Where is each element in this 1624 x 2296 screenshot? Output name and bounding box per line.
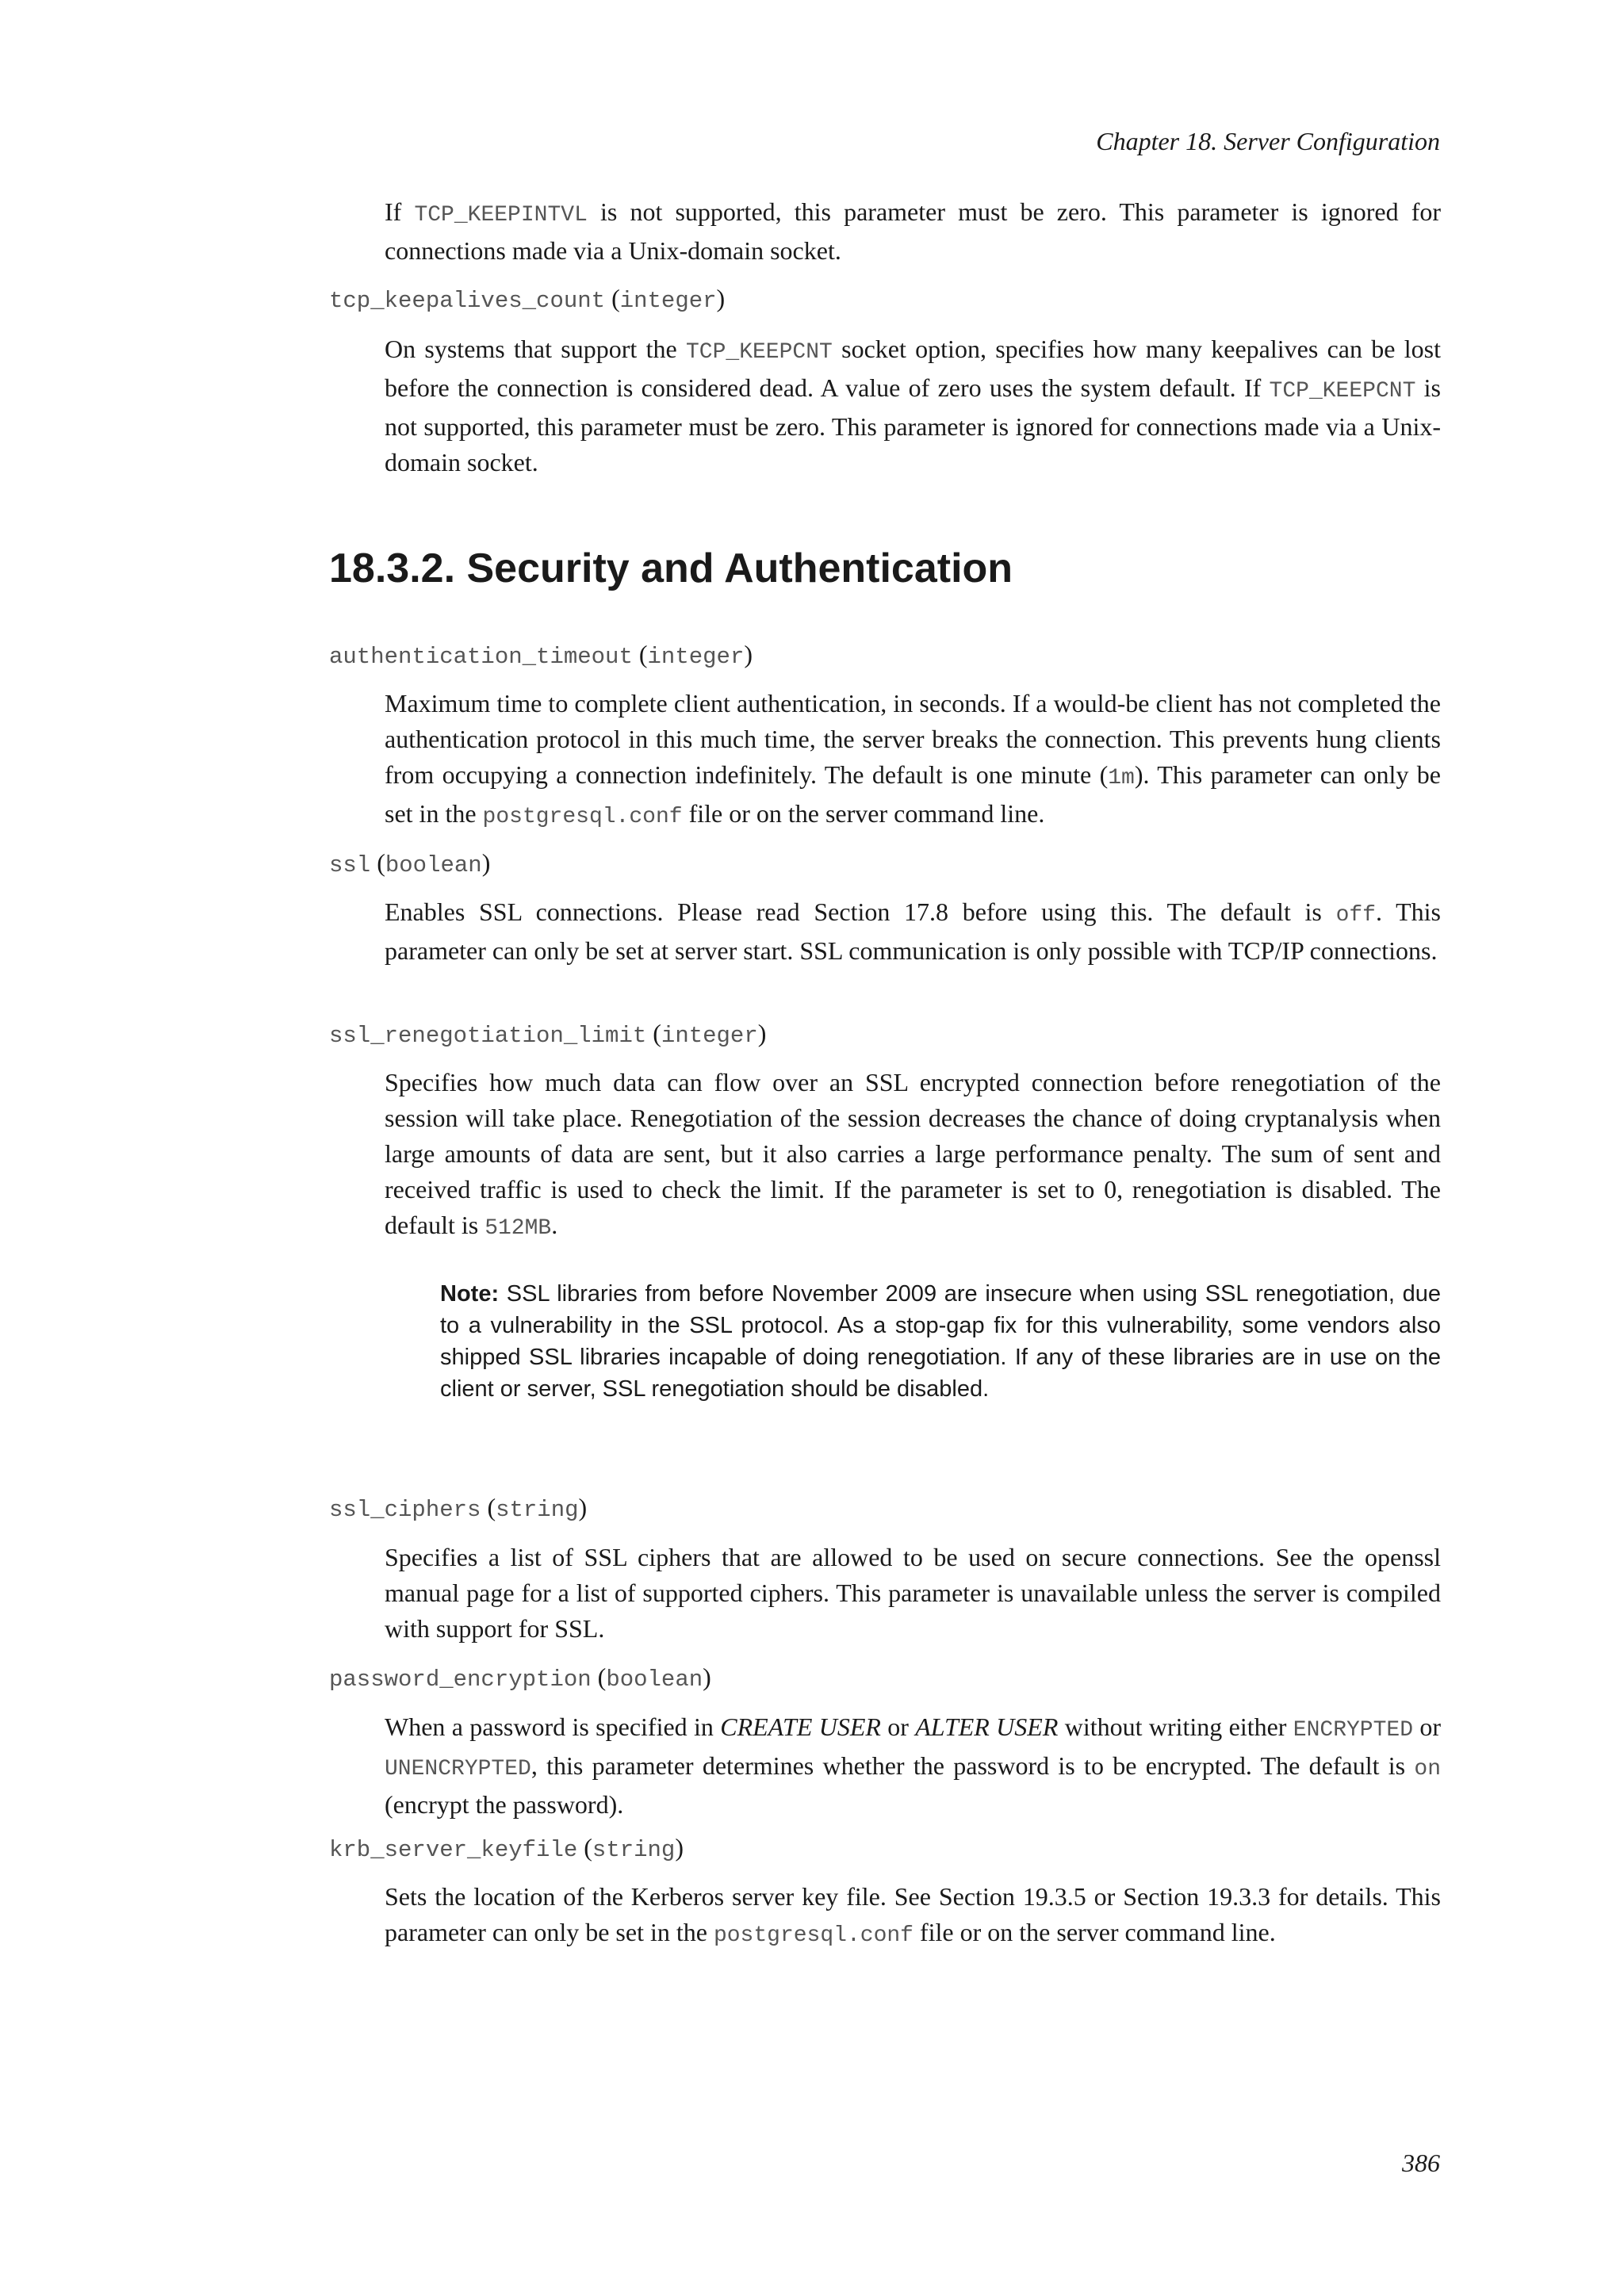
running-header: Chapter 18. Server Configuration [1096,127,1440,155]
param-desc-ssl-renegotiation-limit: Specifies how much data can flow over an SSL encrypted connection before renegotiation of the session will take place. Renegotiation of the session decreases the chance of doing cryptanalysis when large amounts of data are sent, but it also carries a large performance penalty. The sum of sent and received traffic is used to check the limit. If the parameter is set to 0, renegotiation is disabled. The default is 512MB. [385,1068,1441,1241]
note-box [440,1278,1441,1405]
param-desc-ssl: Enables SSL connections. Please read Section 17.8 before using this. The default is off. This parameter can only be set at server start. SSL communication is only possible with TCP/IP connections. [385,897,1442,965]
param-desc-tcp-keepalives-count: On systems that support the TCP_KEEPCNT socket option, specifies how many keepalives can be lost before the connection is considered dead. A value of zero uses the system default. If TCP_KEEPCNT is not supported, this parameter must be zero. This parameter is ignored for connections made via a Unix-domain socket. [385,335,1442,476]
param-term-krb-server-keyfile: krb_server_keyfile (string) [329,1833,684,1863]
param-term-tcp-keepalives-count: tcp_keepalives_count (integer) [329,284,726,314]
param-type: integer [661,1023,758,1049]
note-text: SSL libraries from before November 2009 are insecure when using SSL renegotiation, due to a vulnerability in the SSL protocol. As a stop-gap fix for this vulnerability, some vendors also shipped SSL libraries incapable of doing renegotiation. If any of these libraries are in use on the client or server, SSL renegotiation should be disabled. [440,1281,1441,1402]
param-term-ssl-ciphers: ssl_ciphers (string) [329,1493,588,1523]
param-type: boolean [385,852,482,878]
param-name: ssl_renegotiation_limit [329,1023,647,1049]
param-type: boolean [606,1667,703,1693]
param-name: ssl [329,852,371,878]
param-term-password-encryption: password_encryption (boolean) [329,1663,711,1693]
param-name: password_encryption [329,1667,592,1693]
param-type: integer [619,288,717,314]
param-name: ssl_ciphers [329,1497,481,1523]
param-desc-password-encryption: When a password is specified in CREATE USER or ALTER USER without writing either ENCRYPTED or UNENCRYPTED, this parameter determines whether the password is to be encrypted. The default is on (encrypt the password). [385,1712,1442,1819]
section-heading: 18.3.2. Security and Authentication [329,545,1013,591]
param-type: string [496,1497,579,1523]
param-type: integer [647,644,745,670]
page-number: 386 [1402,2149,1440,2177]
param-type: string [592,1837,676,1863]
param-term-authentication-timeout: authentication_timeout (integer) [329,640,753,670]
note-label: Note: [440,1281,500,1307]
param-desc-krb-server-keyfile: Sets the location of the Kerberos server key file. See Section 19.3.5 or Section 19.3.3 for details. This parameter can only be set in the postgresql.conf file or on the server command line. [385,1882,1441,1948]
param-term-ssl-renegotiation-limit: ssl_renegotiation_limit (integer) [329,1019,767,1049]
param-term-ssl: ssl (boolean) [329,848,491,878]
param-desc-authentication-timeout: Maximum time to complete client authentication, in seconds. If a would-be client has not completed the authentication protocol in this much time, the server breaks the connection. This prevents hung clients from occupying a connection indefinitely. The default is one minute (1m). This parameter can only be set in the postgresql.conf file or on the server command line. [385,689,1441,829]
paragraph-keepintvl-continuation: If TCP_KEEPINTVL is not supported, this parameter must be zero. This parameter is ignored for connections made via a Unix-domain socket. [385,197,1442,265]
param-name: krb_server_keyfile [329,1837,578,1863]
param-name: authentication_timeout [329,644,633,670]
param-name: tcp_keepalives_count [329,288,606,314]
param-desc-ssl-ciphers: Specifies a list of SSL ciphers that are allowed to be used on secure connections. See the openssl manual page for a list of supported ciphers. This parameter is unavailable unless the server is compiled with support for SSL. [385,1543,1441,1643]
